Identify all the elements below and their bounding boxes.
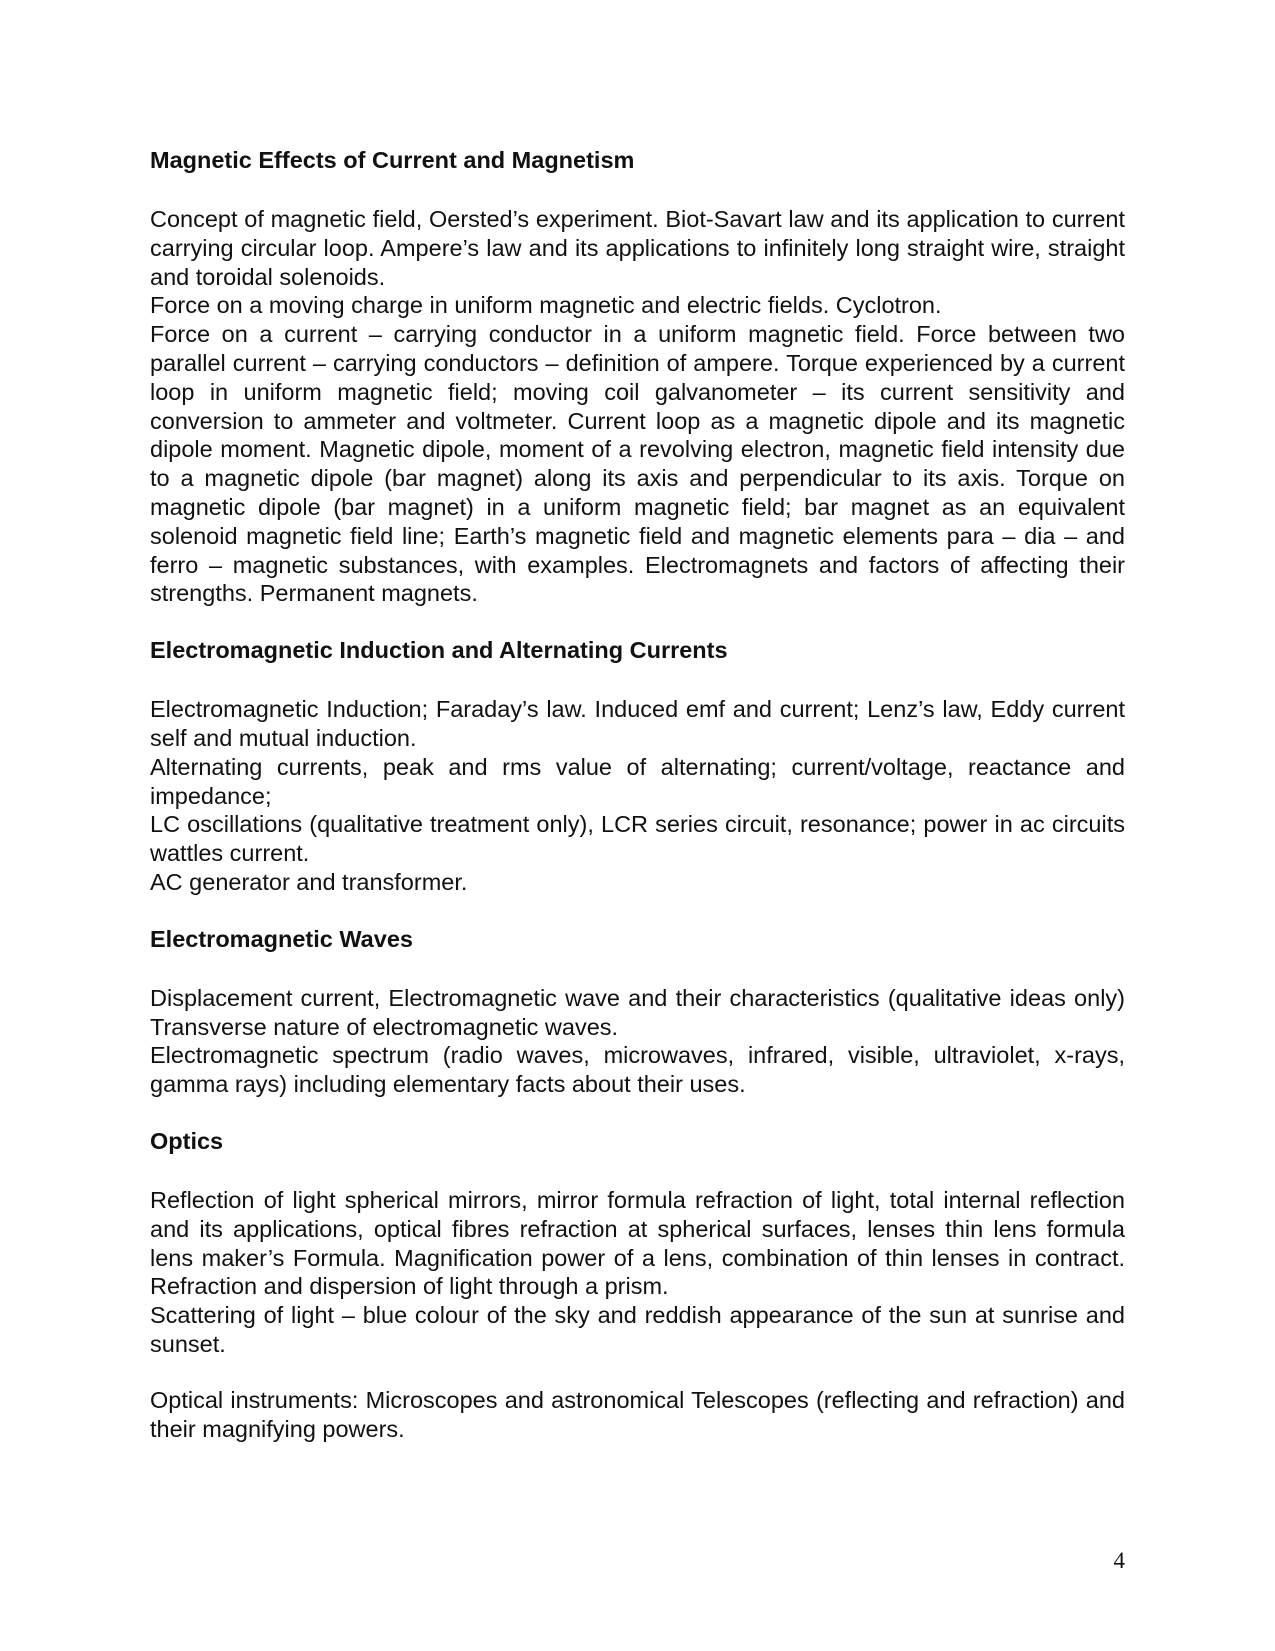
paragraph: Force on a current – carrying conductor in a uniform magnetic field. Force between two parallel current – carrying conductors – definition of ampere. Torque experienced by a current loop in uniform magnetic field; moving coil galvanometer – its current sensitivity and conversion to ammeter and voltmeter. Current loop as a magnetic dipole and its magnetic dipole moment. Magnetic dipole, moment of a revolving electron, magnetic field intensity due to a magnetic dipole (bar magnet) along its axis and perpendicular to its axis. Torque on magnetic dipole (bar magnet) in a uniform magnetic field; bar magnet as an equivalent solenoid magnetic field line; Earth’s magnetic field and magnetic elements para – dia – and ferro – magnetic substances, with examples. Electromagnets and factors of affecting their strengths. Permanent magnets. [150, 321, 1125, 607]
paragraph: AC generator and transformer. [150, 868, 468, 895]
paragraph: LC oscillations (qualitative treatment only), LCR series circuit, resonance; power in ac circuits wattles current. [150, 811, 1125, 867]
section-heading: Electromagnetic Induction and Alternating Currents [150, 637, 728, 664]
section-magnetic-effects [150, 145, 1125, 608]
document-page [150, 145, 1125, 1470]
paragraph: Force on a moving charge in uniform magnetic and electric fields. Cyclotron. [150, 292, 942, 319]
section-optics [150, 1126, 1125, 1443]
paragraph: Reflection of light spherical mirrors, mirror formula refraction of light, total internal reflection and its applications, optical fibres refraction at spherical surfaces, lenses thin lens formula lens maker’s Formula. Magnification power of a lens, combination of thin lenses in contract. Refraction and dispersion of light through a prism. [150, 1186, 1125, 1300]
paragraph: Concept of magnetic field, Oersted’s experiment. Biot-Savart law and its application to current carrying circular loop. Ampere’s law and its applications to infinitely long straight wire, straight and toroidal solenoids. [150, 206, 1125, 290]
section-heading: Optics [150, 1127, 224, 1154]
section-heading: Electromagnetic Waves [150, 925, 413, 952]
paragraph: Electromagnetic Induction; Faraday’s law. Induced emf and current; Lenz’s law, Eddy current self and mutual induction. [150, 696, 1125, 751]
section-electromagnetic-induction [150, 635, 1125, 897]
paragraph: Scattering of light – blue colour of the sky and reddish appearance of the sun at sunrise and sunset. [150, 1302, 1125, 1357]
paragraph: Alternating currents, peak and rms value of alternating; current/voltage, reactance and impedance; [150, 753, 1125, 809]
paragraph: Optical instruments: Microscopes and astronomical Telescopes (reflecting and refraction) and their magnifying powers. [150, 1386, 1125, 1442]
page-number: 4 [1113, 1548, 1125, 1573]
section-heading: Magnetic Effects of Current and Magnetism [150, 147, 635, 173]
paragraph: Displacement current, Electromagnetic wave and their characteristics (qualitative ideas only) Transverse nature of electromagnetic waves. [150, 984, 1125, 1040]
paragraph: Electromagnetic spectrum (radio waves, microwaves, infrared, visible, ultraviolet, x-rays, gamma rays) including elementary facts about their uses. [150, 1042, 1125, 1098]
section-electromagnetic-waves [150, 924, 1125, 1099]
